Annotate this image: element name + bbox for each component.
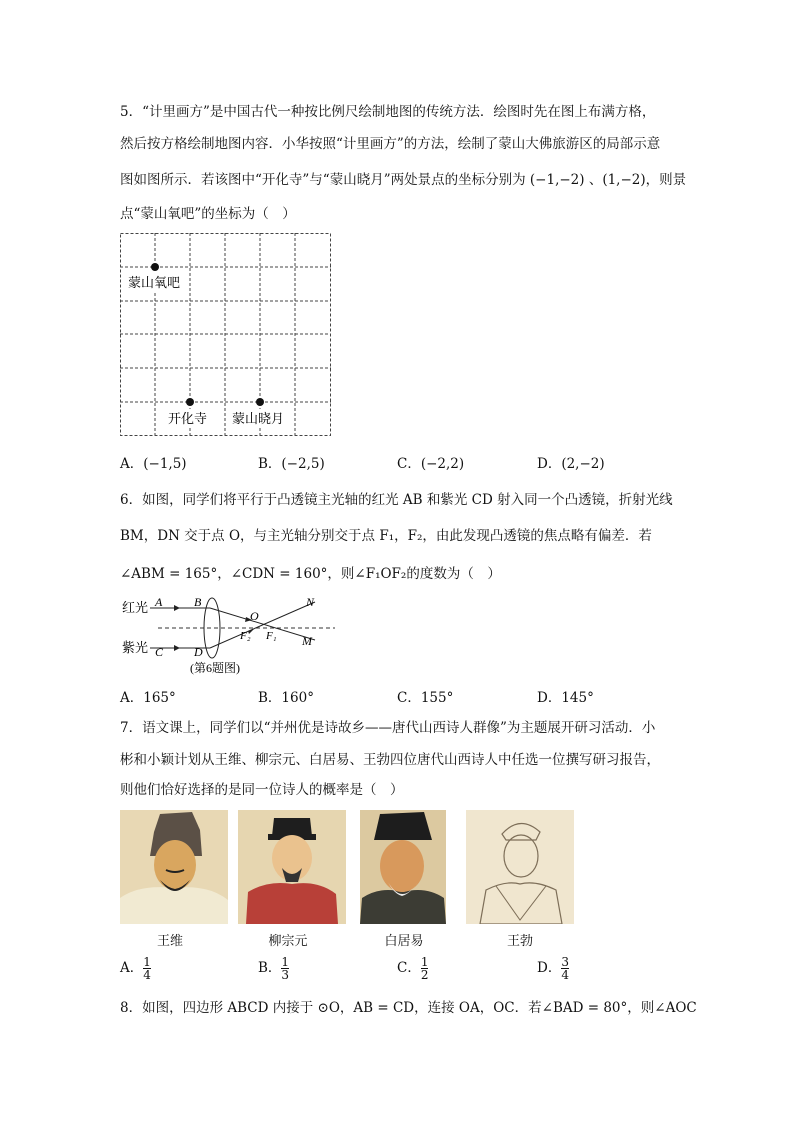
q7-line3: 则他们恰好选择的是同一位诗人的概率是（ ） — [120, 782, 404, 798]
portrait-bai-juyi — [360, 810, 468, 924]
q6-line2: BM，DN 交于点 O，与主光轴分别交于点 F₁，F₂，由此发现凸透镜的焦点略有偏差．若 — [120, 528, 652, 544]
q7-option-c[interactable]: C． $\frac{1}{2}$ — [397, 955, 429, 982]
svg-text:C: C — [155, 645, 164, 659]
q5-line1: 5．“计里画方”是中国古代一种按比例尺绘制地图的传统方法．绘图时先在图上布满方格， — [120, 104, 656, 120]
q7-option-a[interactable]: A． $\frac{1}{4}$ — [120, 955, 151, 982]
label-red-light: 红光 — [122, 601, 149, 616]
poet-name-2: 柳宗元 — [268, 934, 308, 949]
q5-option-b[interactable]: B．(−2,5) — [258, 456, 325, 472]
q7-option-d[interactable]: D． $\frac{3}{4}$ — [537, 955, 569, 982]
q8-line1: 8．如图，四边形 ABCD 内接于 ⊙O，AB = CD，连接 OA，OC．若∠BAD = 80°，则∠AOC — [120, 1000, 697, 1016]
q5-option-d[interactable]: D．(2,−2) — [537, 456, 605, 472]
q5-grid-figure — [120, 233, 331, 436]
label-mengshan-oxygen: 蒙山氧吧 — [128, 276, 181, 291]
svg-text:N: N — [306, 595, 315, 609]
svg-text:F₁: F₁ — [266, 630, 277, 642]
poet-name-1: 王维 — [156, 934, 183, 949]
svg-text:B: B — [194, 595, 202, 609]
point-mengshan-oxygen — [151, 263, 159, 271]
portrait-wang-wei — [120, 810, 228, 924]
q6-option-d[interactable]: D．145° — [537, 690, 594, 706]
q6-option-c[interactable]: C．155° — [397, 690, 454, 706]
label-mengshan-moon: 蒙山晓月 — [232, 412, 285, 427]
label-kaihua-temple: 开化寺 — [168, 412, 208, 427]
svg-text:F₂: F₂ — [240, 630, 251, 642]
q7-line1: 7．语文课上，同学们以“并州优是诗故乡——唐代山西诗人群像”为主题展开研习活动．小 — [120, 720, 656, 736]
q5-line3: 图如图所示．若该图中“开化寺”与“蒙山晓月”两处景点的坐标分别为 (−1,−2) 、(1,−2)，则景 — [120, 172, 687, 188]
svg-text:O: O — [250, 609, 259, 623]
q6-lens-figure — [120, 592, 340, 678]
point-mengshan-moon — [256, 398, 264, 406]
svg-text:A: A — [155, 595, 163, 609]
q6-line3: ∠ABM = 165°，∠CDN = 160°，则∠F₁OF₂的度数为（ ） — [120, 566, 501, 582]
svg-text:M: M — [302, 634, 312, 648]
q5-line4: 点“蒙山氧吧”的坐标为（ ） — [120, 206, 296, 222]
q6-option-b[interactable]: B．160° — [258, 690, 314, 706]
fig6-caption: (第6题图) — [190, 661, 240, 675]
grid-svg — [120, 233, 331, 436]
poet-name-4: 王勃 — [506, 934, 533, 949]
poet-name-3: 白居易 — [384, 934, 424, 949]
q7-line2: 彬和小颖计划从王维、柳宗元、白居易、王勃四位唐代山西诗人中任选一位撰写研习报告， — [120, 752, 660, 768]
svg-text:D: D — [194, 645, 203, 659]
point-kaihua-temple — [186, 398, 194, 406]
label-purple-light: 紫光 — [122, 641, 149, 656]
q7-option-b[interactable]: B． $\frac{1}{3}$ — [258, 955, 290, 982]
portrait-liu-zongyuan — [238, 810, 346, 924]
q6-line1: 6．如图，同学们将平行于凸透镜主光轴的红光 AB 和紫光 CD 射入同一个凸透镜，折射光线 — [120, 492, 673, 508]
q6-option-a[interactable]: A．165° — [120, 690, 176, 706]
q5-line2: 然后按方格绘制地图内容．小华按照“计里画方”的方法，绘制了蒙山大佛旅游区的局部示意 — [120, 136, 661, 152]
q5-option-a[interactable]: A．(−1,5) — [120, 456, 187, 472]
portrait-wang-bo — [466, 810, 574, 924]
q5-option-c[interactable]: C．(−2,2) — [397, 456, 465, 472]
